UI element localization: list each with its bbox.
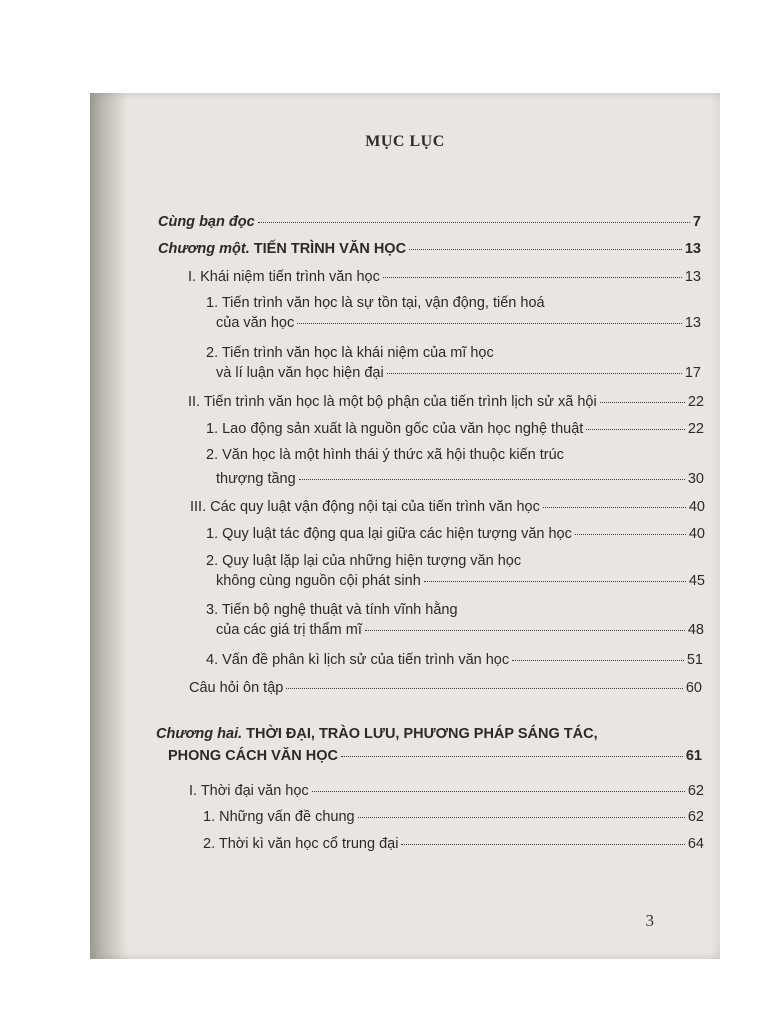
toc-entry [206, 600, 704, 640]
entry-title: Câu hỏi ôn tập [189, 680, 284, 696]
entry-page: 40 [688, 526, 705, 542]
toc-entry [206, 445, 704, 489]
entry-title: 1. Lao động sản xuất là nguồn gốc của văn học nghệ thuật [206, 421, 584, 437]
entry-title-line1: 1. Tiến trình văn học là sự tồn tại, vận động, tiến hoá [206, 295, 545, 311]
dot-leader [575, 534, 686, 535]
dot-leader [341, 756, 683, 757]
toc-entry [206, 293, 701, 333]
entry-title: 1. Quy luật tác động qua lại giữa các hiện tượng văn học [206, 526, 572, 542]
page-title: MỤC LỤC [365, 133, 445, 150]
toc-entry [206, 524, 705, 544]
entry-title: I. Khái niệm tiến trình văn học [188, 269, 380, 285]
chapter-title: TIẾN TRÌNH VĂN HỌC [249, 241, 407, 257]
toc-entry [206, 343, 701, 383]
entry-page: 17 [684, 365, 701, 381]
dot-leader [424, 581, 686, 582]
dot-leader [512, 660, 684, 661]
entry-page: 22 [687, 394, 704, 410]
chapter-prefix: Chương hai. [156, 726, 243, 742]
entry-title-line1: 2. Quy luật lặp lại của những hiện tượng văn học [206, 553, 522, 569]
entry-page: 45 [688, 573, 705, 589]
entry-title: thượng tầng [216, 471, 296, 487]
entry-title: I. Thời đại văn học [189, 783, 309, 799]
entry-title: không cùng nguồn cội phát sinh [216, 573, 421, 589]
entry-title: 4. Vấn đề phân kì lịch sử của tiến trình văn học [206, 652, 510, 668]
toc-entry [189, 781, 704, 801]
toc-entry [158, 212, 701, 232]
entry-title: và lí luận văn học hiện đại [216, 365, 384, 381]
entry-title-line1: 3. Tiến bộ nghệ thuật và tính vĩnh hằng [206, 602, 458, 618]
entry-title-line1: 2. Văn học là một hình thái ý thức xã hội thuộc kiến trúc [206, 447, 564, 463]
dot-leader [401, 844, 684, 845]
entry-page: 60 [685, 680, 702, 696]
book-page [90, 93, 720, 959]
entry-page: 51 [686, 652, 703, 668]
entry-page: 40 [688, 499, 705, 515]
toc-chapter [158, 239, 701, 259]
toc-entry [188, 392, 704, 412]
dot-leader [383, 277, 682, 278]
entry-page: 62 [687, 783, 704, 799]
toc-entry [203, 807, 704, 827]
dot-leader [358, 817, 685, 818]
entry-page: 30 [687, 471, 704, 487]
toc-entry [189, 678, 702, 698]
dot-leader [297, 323, 682, 324]
entry-page: 48 [687, 622, 704, 638]
chapter-title-line1: THỜI ĐẠI, TRÀO LƯU, PHƯƠNG PHÁP SÁNG TÁC, [242, 726, 598, 742]
entry-title: Cùng bạn đọc [158, 214, 255, 230]
dot-leader [299, 479, 685, 480]
table-of-contents [90, 93, 720, 959]
dot-leader [258, 222, 690, 223]
toc-entry [203, 834, 704, 854]
entry-title: của văn học [216, 315, 295, 331]
dot-leader [543, 507, 686, 508]
toc-entry [190, 497, 705, 517]
dot-leader [600, 402, 685, 403]
dot-leader [387, 373, 682, 374]
entry-page: 13 [684, 241, 701, 257]
entry-page: 62 [687, 809, 704, 825]
entry-title: 2. Thời kì văn học cổ trung đại [203, 836, 399, 852]
entry-page: 64 [687, 836, 704, 852]
toc-chapter [156, 724, 702, 766]
dot-leader [365, 630, 685, 631]
entry-page: 13 [684, 269, 701, 285]
dot-leader [312, 791, 685, 792]
page-number: 3 [645, 911, 654, 930]
entry-title: 1. Những vấn đề chung [203, 809, 355, 825]
dot-leader [286, 688, 683, 689]
toc-entry [206, 419, 704, 439]
chapter-title: PHONG CÁCH VĂN HỌC [168, 748, 338, 764]
dot-leader [586, 429, 685, 430]
entry-title: II. Tiến trình văn học là một bộ phận của tiến trình lịch sử xã hội [188, 394, 597, 410]
entry-page: 61 [685, 748, 702, 764]
entry-title: của các giá trị thẩm mĩ [216, 622, 362, 638]
dot-leader [409, 249, 682, 250]
toc-entry [206, 551, 705, 591]
entry-title: III. Các quy luật vận động nội tại của tiến trình văn học [190, 499, 540, 515]
entry-page: 13 [684, 315, 701, 331]
chapter-prefix: Chương một. [158, 241, 250, 257]
toc-entry [188, 267, 701, 287]
entry-page: 22 [687, 421, 704, 437]
entry-title-line1: 2. Tiến trình văn học là khái niệm của mĩ học [206, 345, 494, 361]
entry-page: 7 [692, 214, 701, 230]
toc-entry [206, 650, 703, 670]
